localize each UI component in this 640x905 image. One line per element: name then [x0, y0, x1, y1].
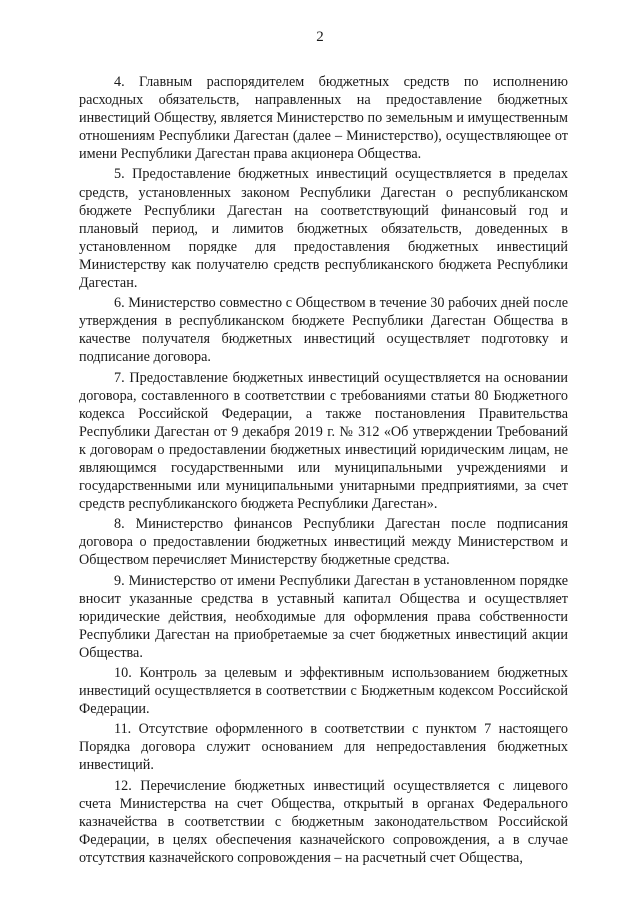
paragraph-9: 9. Министерство от имени Республики Дагестан в установленном порядке вносит указанные средства в уставный капитал Общества и осуществляет юридические действия, необходимые для оформления права собственности Республики Дагестан на приобретаемые за счет бюджетных инвестиций акции Общества. — [79, 572, 568, 661]
paragraph-5: 5. Предоставление бюджетных инвестиций осуществляется в пределах средств, установленных законом Республики Дагестан о республиканском бюджете Республики Дагестан на соответствующий финансовый год и плановый период, и лимитов бюджетных обязательств, доведенных в установленном порядке для предоставления бюджетных инвестиций Министерству как получателю средств республиканского бюджета Республики Дагестан. — [79, 166, 568, 292]
paragraph-7: 7. Предоставление бюджетных инвестиций осуществляется на основании договора, составленного в соответствии с требованиями статьи 80 Бюджетного кодекса Российской Федерации, а также постановления Правительства Республики Дагестан от 9 декабря 2019 г. № 312 «Об утверждении Требований к договорам о предоставлении бюджетных инвестиций юридическим лицам, не являющимся государственными или муниципальными учреждениями и государственными или муниципальными унитарными предприятиями, за счет средств республиканского бюджета Республики Дагестан». — [79, 369, 568, 513]
paragraph-6: 6. Министерство совместно с Обществом в течение 30 рабочих дней после утверждения в республиканском бюджете Республики Дагестан Общества в качестве получателя бюджетных инвестиций осуществляет подготовку и подписание договора. — [79, 295, 568, 366]
paragraph-11: 11. Отсутствие оформленного в соответствии с пунктом 7 настоящего Порядка договора служит основанием для непредоставления бюджетных инвестиций. — [79, 721, 568, 774]
paragraph-8: 8. Министерство финансов Республики Дагестан после подписания договора о предоставлении бюджетных инвестиций между Министерством и Обществом перечисляет Министерству бюджетные средства. — [79, 516, 568, 569]
document-body — [79, 73, 568, 869]
paragraph-12: 12. Перечисление бюджетных инвестиций осуществляется с лицевого счета Министерства на счет Общества, открытый в органах Федерального казначейства в соответствии с бюджетным законодательством Российской Федерации, в целях обеспечения казначейского сопровождения, а в случае отсутствия казначейского сопровождения – на расчетный счет Общества, — [79, 777, 568, 866]
paragraph-4: 4. Главным распорядителем бюджетных средств по исполнению расходных обязательств, направленных на предоставление бюджетных инвестиций Обществу, является Министерство по земельным и имущественным отношениям Республики Дагестан (далее – Министерство), осуществляющее от имени Республики Дагестан права акционера Общества. — [79, 74, 568, 163]
page-number: 2 — [316, 29, 324, 45]
paragraph-10: 10. Контроль за целевым и эффективным использованием бюджетных инвестиций осуществляется в соответствии с Бюджетным кодексом Российской Федерации. — [79, 665, 568, 718]
